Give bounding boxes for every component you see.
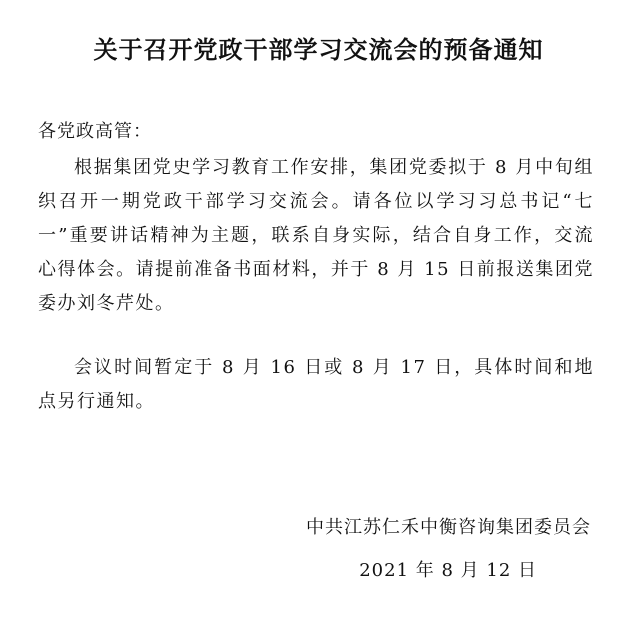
sender-signature: 中共江苏仁禾中衡咨询集团委员会 [306,517,591,538]
body-paragraph-2: 会议时间暂定于 8 月 16 日或 8 月 17 日，具体时间和地点另行通知。 [38,357,594,412]
body-paragraph-1: 根据集团党史学习教育工作安排，集团党委拟于 8 月中旬组织召开一期党政干部学习交流会。请各位以学习习总书记“七一”重要讲话精神为主题，联系自身实际，结合自身工作，交流心得体会。请提前准备书面材料，并于 8 月 15 日前报送集团党委办刘冬芹处。 [38,157,594,314]
salutation: 各党政高管： [38,121,152,142]
document-title: 关于召开党政干部学习交流会的预备通知 [93,35,544,64]
issue-date: 2021 年 8 月 12 日 [359,560,537,581]
